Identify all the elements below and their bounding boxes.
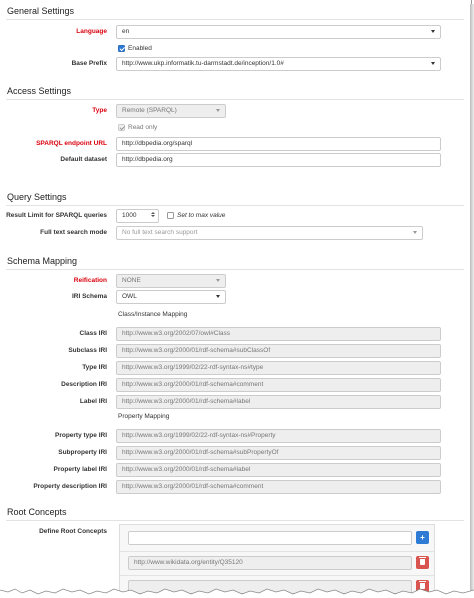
divider <box>6 520 464 521</box>
default-dataset-value: http://dbpedia.org <box>122 156 173 163</box>
subproperty-iri-input[interactable] <box>116 446 441 460</box>
section-title-general: General Settings <box>7 6 75 16</box>
stepper-arrows-icon[interactable] <box>150 211 156 221</box>
read-only-label: Read only <box>128 124 158 131</box>
property-type-iri-label: Property type IRI <box>54 432 107 439</box>
fulltext-select[interactable] <box>116 226 423 240</box>
enabled-checkbox[interactable] <box>118 45 125 52</box>
divider <box>6 19 464 20</box>
property-mapping-title: Property Mapping <box>118 413 170 420</box>
reification-select[interactable] <box>116 274 226 288</box>
subclass-iri-label: Subclass IRI <box>68 347 107 354</box>
label-iri-input[interactable] <box>116 395 441 409</box>
result-limit-label: Result Limit for SPARQL queries <box>6 212 107 219</box>
chevron-down-icon <box>216 295 220 298</box>
torn-edge <box>0 586 474 598</box>
trash-icon <box>420 559 425 565</box>
subproperty-iri-label: Subproperty IRI <box>58 449 107 456</box>
fulltext-label: Full text search mode <box>40 229 107 236</box>
class-iri-label: Class IRI <box>79 330 107 337</box>
description-iri-label: Description IRI <box>61 381 107 388</box>
property-description-iri-input[interactable] <box>116 480 441 494</box>
class-iri-input[interactable] <box>116 327 441 341</box>
reification-label: Reification <box>73 277 107 284</box>
default-dataset-input[interactable] <box>116 153 441 167</box>
class-mapping-title: Class/Instance Mapping <box>118 311 188 318</box>
type-iri-input[interactable] <box>116 361 441 375</box>
chevron-down-icon <box>216 279 220 282</box>
root-concept-value: http://www.wikidata.org/entity/Q35120 <box>134 559 243 566</box>
property-description-iri-value: http://www.w3.org/2000/01/rdf-schema#comment <box>122 483 264 490</box>
result-limit-value: 1000 <box>122 212 137 219</box>
section-title-access: Access Settings <box>7 86 72 96</box>
property-label-iri-label: Property label IRI <box>53 466 107 473</box>
type-select[interactable] <box>116 104 226 118</box>
label-iri-label: Label IRI <box>79 398 107 405</box>
iri-schema-label: IRI Schema <box>71 293 107 300</box>
result-limit-stepper[interactable] <box>116 209 159 223</box>
endpoint-label: SPARQL endpoint URL <box>36 140 107 147</box>
fulltext-placeholder: No full text search support <box>122 229 198 236</box>
chevron-down-icon <box>431 62 435 65</box>
chevron-down-icon <box>216 109 220 112</box>
property-type-iri-value: http://www.w3.org/1999/02/22-rdf-syntax-ns#Property <box>122 432 276 439</box>
delete-root-concept-button[interactable] <box>416 556 429 569</box>
language-label: Language <box>76 28 107 35</box>
property-label-iri-input[interactable] <box>116 463 441 477</box>
iri-schema-value: OWL <box>122 293 137 300</box>
new-root-concept-input[interactable] <box>128 531 412 545</box>
reification-value: NONE <box>122 277 141 284</box>
type-iri-value: http://www.w3.org/1999/02/22-rdf-syntax-ns#type <box>122 364 264 371</box>
class-iri-value: http://www.w3.org/2002/07/owl#Class <box>122 330 231 337</box>
endpoint-value: http://dbpedia.org/sparql <box>122 140 193 147</box>
divider <box>120 551 434 552</box>
divider <box>120 575 434 576</box>
base-prefix-label: Base Prefix <box>71 60 107 67</box>
type-label: Type <box>92 107 107 114</box>
chevron-down-icon <box>431 30 435 33</box>
enabled-label: Enabled <box>128 45 152 52</box>
iri-schema-select[interactable] <box>116 290 226 304</box>
type-iri-label: Type IRI <box>82 364 107 371</box>
language-value: en <box>122 28 130 35</box>
subclass-iri-input[interactable] <box>116 344 441 358</box>
add-root-concept-button[interactable] <box>416 531 429 544</box>
root-concept-field[interactable] <box>128 556 412 570</box>
define-root-label: Define Root Concepts <box>39 528 107 535</box>
description-iri-value: http://www.w3.org/2000/01/rdf-schema#comment <box>122 381 264 388</box>
type-value: Remote (SPARQL) <box>122 107 177 114</box>
max-value-checkbox[interactable] <box>167 212 174 219</box>
language-select[interactable] <box>116 25 441 39</box>
divider <box>6 205 464 206</box>
endpoint-input[interactable] <box>116 137 441 151</box>
chevron-down-icon <box>413 231 417 234</box>
base-prefix-value: http://www.ukp.informatik.tu-darmstadt.de/inception/1.0# <box>122 60 284 67</box>
section-title-root: Root Concepts <box>7 507 67 517</box>
property-description-iri-label: Property description IRI <box>33 483 107 490</box>
description-iri-input[interactable] <box>116 378 441 392</box>
property-label-iri-value: http://www.w3.org/2000/01/rdf-schema#label <box>122 466 251 473</box>
max-value-label: Set to max value <box>177 212 226 219</box>
window-shadow <box>470 4 474 598</box>
plus-icon: + <box>420 533 425 542</box>
base-prefix-select[interactable] <box>116 57 441 71</box>
divider <box>6 269 464 270</box>
section-title-query: Query Settings <box>7 192 67 202</box>
label-iri-value: http://www.w3.org/2000/01/rdf-schema#label <box>122 398 251 405</box>
property-type-iri-input[interactable] <box>116 429 441 443</box>
subproperty-iri-value: http://www.w3.org/2000/01/rdf-schema#subPropertyOf <box>122 449 279 456</box>
subclass-iri-value: http://www.w3.org/2000/01/rdf-schema#subClassOf <box>122 347 271 354</box>
divider <box>6 99 464 100</box>
section-title-schema: Schema Mapping <box>7 256 78 266</box>
default-dataset-label: Default dataset <box>60 156 107 163</box>
read-only-checkbox[interactable] <box>118 124 125 131</box>
